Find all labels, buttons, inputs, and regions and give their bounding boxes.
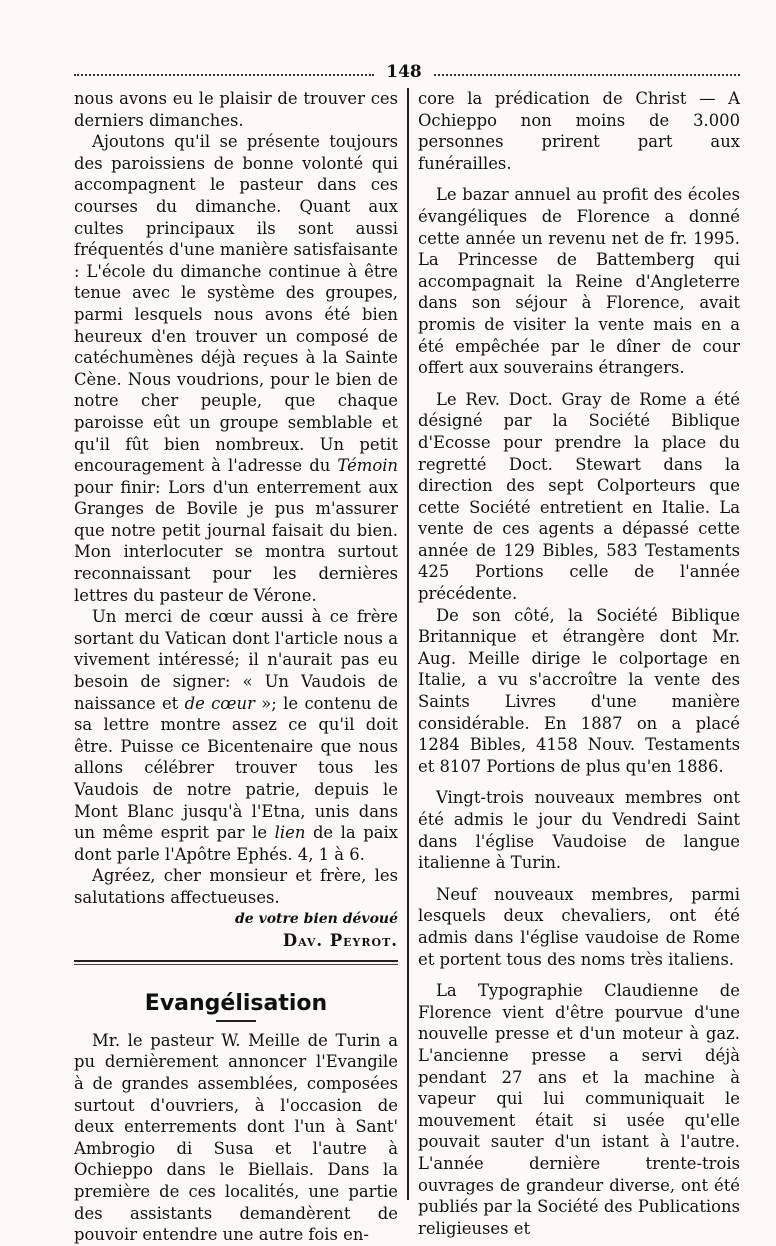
header-rule-left xyxy=(74,74,374,76)
text-run: de la paix dont parle l'Apôtre Ephés. 4, 1 à 6. xyxy=(74,823,398,864)
paragraph xyxy=(74,606,398,865)
right-column xyxy=(418,88,740,1238)
paragraph: nous avons eu le plaisir de trouver ces derniers dimanches. xyxy=(74,89,398,130)
page-header xyxy=(74,62,740,82)
signature-name: Dav. Peyrot. xyxy=(282,931,398,951)
section-dash xyxy=(216,1020,256,1022)
text-run: »; le contenu de sa lettre montre assez ce qu'il doit être. Puisse ce Bicentenaire que nous allons célébrer trouver tous les Vaudois de notre patrie, depuis le Mont Blanc jusqu'à l'Etna, unis dans un même esprit par le xyxy=(74,693,399,843)
signature-line: de votre bien dévoué xyxy=(235,910,398,927)
paragraph xyxy=(74,131,398,606)
header-rule-right xyxy=(434,74,740,76)
italic-run: de cœur xyxy=(184,693,255,713)
text-run: Ajoutons qu'il se présente toujours des paroissiens de bonne volonté qui accompagnent le pasteur dans ces courses du dimanche. Quant aux cultes principaux ils sont aussi fréquentés d'une manière satisfaisante : L'école du dimanche continue à être tenue avec le système des groupes, parmi lesquels nous avons été bien heureux d'en trouver un composé de catéchumènes déjà reçues à la Sainte Cène. Nous voudrions, pour le bien de notre cher peuple, que chaque paroisse eût un groupe semblable et qu'il fût bien nombreux. Un petit encouragement à l'adresse du xyxy=(74,132,398,476)
paragraph: core la prédication de Christ — A Ochieppo non moins de 3.000 personnes prirent part aux funérailles. xyxy=(418,89,740,173)
paragraph: Le Rev. Doct. Gray de Rome a été désigné par la Société Biblique d'Ecosse pour prendre la place du regretté Doct. Stewart dans la direction des sept Colporteurs que cette Société entretient en Italie. La vente de ces agents a dépassé cette année de 129 Bibles, 583 Testaments 425 Portions celle de l'année précédente. xyxy=(418,389,740,604)
italic-run: Témoin xyxy=(337,456,398,476)
section-title: Evangélisation xyxy=(144,990,328,1016)
paragraph: De son côté, la Société Biblique Britannique et étrangère dont Mr. Aug. Meille dirige le colportage en Italie, a vu s'accroître la vente des Saints Livres d'une manière considérable. En 1887 on a placé 1284 Bibles, 4158 Nouv. Testaments et 8107 Portions de plus qu'en 1886. xyxy=(418,605,740,776)
section-rule xyxy=(74,960,398,962)
paragraph: Neuf nouveaux membres, parmi lesquels deux chevaliers, ont été admis dans l'église vaudoise de Rome et portent tous des noms très italiens. xyxy=(418,884,740,969)
paragraph: Mr. le pasteur W. Meille de Turin a pu dernièrement annoncer l'Evangile à de grandes assemblées, composées surtout d'ouvriers, à l'occasion de deux enterrements dont l'un à Sant' Ambrogio di Susa et l'autre à Ochieppo dans le Biellais. Dans la première de ces localités, une partie des assistants demandèrent de pouvoir entendre une autre fois en- xyxy=(74,1030,398,1245)
page-number: 148 xyxy=(386,62,422,82)
paragraph: Le bazar annuel au profit des écoles évangéliques de Florence a donné cette année un revenu net de fr. 1995. La Princesse de Battemberg qui accompagnait la Reine d'Angleterre dans son séjour à Florence, avait promis de visiter la vente mais en a été empêchée par le dîner de cour offert aux souverains étrangers. xyxy=(418,185,740,378)
paragraph: Vingt-trois nouveaux membres ont été admis le jour du Vendredi Saint dans l'église Vaudoise de langue italienne à Turin. xyxy=(418,788,740,873)
left-column xyxy=(74,88,399,1245)
text-run: pour finir: Lors d'un enterrement aux Granges de Bovile je pus m'assurer que notre petit journal faisait du bien. Mon interlocuter se montra surtout reconnaissant pour les dernières lettres du pasteur de Vérone. xyxy=(74,477,398,605)
paragraph: Agréez, cher monsieur et frère, les salutations affectueuses. xyxy=(74,866,398,907)
column-divider xyxy=(407,88,409,1200)
paragraph: La Typographie Claudienne de Florence vient d'être pourvue d'une nouvelle presse et d'un moteur à gaz. L'ancienne presse a servi déjà pendant 27 ans et la machine à vapeur qui lui communiquait le mouvement était si usée qu'elle pouvait sauter d'un istant à l'autre. L'année dernière trente-trois ouvrages de grandeur diverse, ont été publiés par la Société des Publications religieuses et xyxy=(418,981,740,1238)
italic-run: lien xyxy=(274,823,306,843)
text-run: Un merci de cœur aussi à ce frère sortant du Vatican dont l'article nous a vivement intéressé; il n'aurait pas eu besoin de signer: « Un Vaudois de naissance et xyxy=(74,607,398,713)
